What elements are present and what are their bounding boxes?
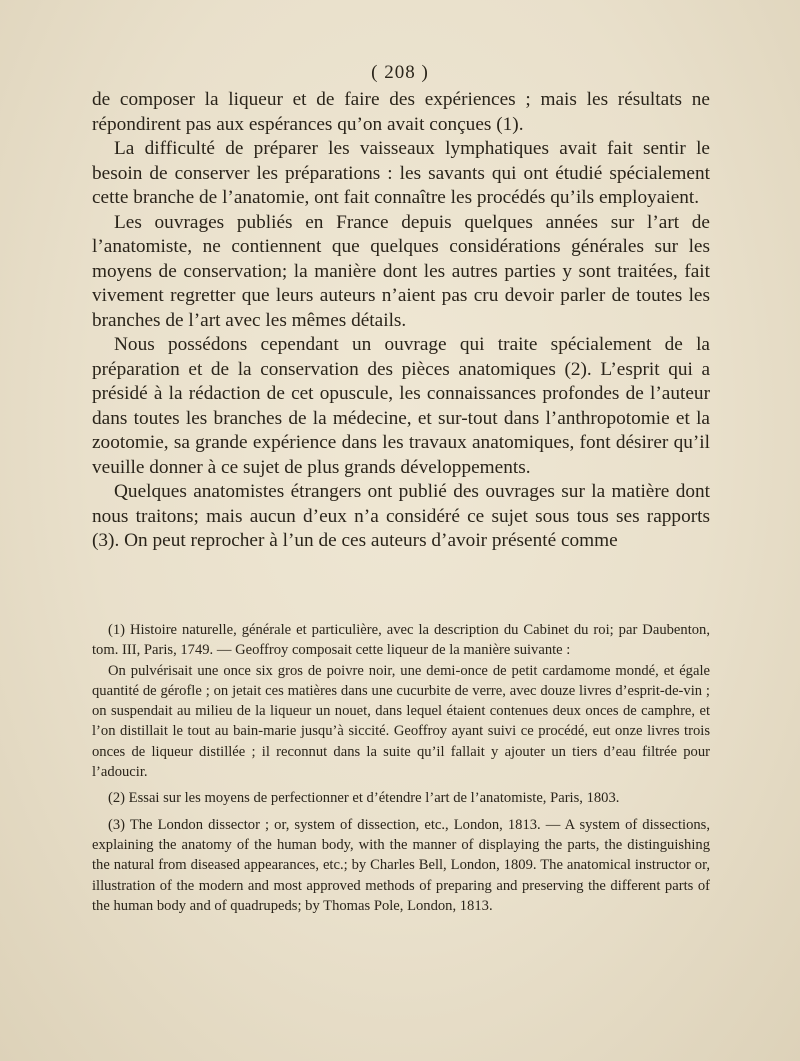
footnote-3: (3) The London dissector ; or, system of dissection, etc., London, 1813. — A system of dissections, explaining the anatomy of the human body, with the manner of displaying the parts, the distinguishing the natural from diseased appearances, etc.; by Charles Bell, London, 1809. The anatomical instructor or, illustration of the modern and most approved methods of preparing and preserving the different parts of the human body and of quadrupeds; by Thomas Pole, London, 1813. — [92, 816, 710, 914]
paragraph: Quelques anatomistes étrangers ont publié des ouvrages sur la matière dont nous traitons; mais aucun d’eux n’a considéré ce sujet sous tous ses rapports (3). On peut reprocher à l’un de ces auteurs d’avoir présenté comme — [92, 481, 710, 551]
footnote-1-continuation: On pulvérisait une once six gros de poivre noir, une demi-once de petit cardamome mondé, et égale quantité de gérofle ; on jetait ces matières dans une cucurbite de verre, avec douze livres d’esprit-de-vin ; on suspendait au milieu de la liqueur un nouet, dans lequel étaient contenues deux onces de camphre, et l’on distillait le tout au bain-marie jusqu’à siccité. Geoffroy ayant suivi ce procédé, eut onze livres trois onces de liqueur distillée ; il reconnut dans la suite qu’il fallait y ajouter un tiers d’eau filtrée pour l’adoucir. — [92, 662, 710, 781]
paragraph: Les ouvrages publiés en France depuis quelques années sur l’art de l’anatomiste, ne contiennent que quelques considérations générales sur les moyens de conservation; la manière dont les autres parties y sont traitées, fait vivement regretter que leurs auteurs n’aient pas cru devoir parler de toutes les branches de l’art avec les mêmes détails. — [92, 211, 710, 331]
footnotes — [92, 620, 710, 922]
footnote-2: (2) Essai sur les moyens de perfectionner et d’étendre l’art de l’anatomiste, Paris, 1803. — [108, 790, 620, 807]
main-text — [92, 88, 710, 554]
paragraph: de composer la liqueur et de faire des expériences ; mais les résultats ne répondirent pas aux espérances qu’on avait conçues (1). — [92, 89, 710, 135]
page-number: ( 208 ) — [371, 62, 429, 83]
paragraph: Nous possédons cependant un ouvrage qui traite spécialement de la préparation et de la conservation des pièces anatomiques (2). L’esprit qui a présidé à la rédaction de cet opuscule, les connaissances profondes de l’auteur dans toutes les branches de la médecine, et sur-tout dans l’anthropotomie et la zootomie, sa grande expérience dans les travaux anatomiques, font désirer qu’il veuille donner à ce sujet de plus grands développements. — [92, 334, 710, 478]
footnote-1: (1) Histoire naturelle, générale et particulière, avec la description du Cabinet du roi; par Daubenton, tom. III, Paris, 1749. — Geoffroy composait cette liqueur de la manière suivante : — [92, 622, 710, 659]
paragraph: La difficulté de préparer les vaisseaux lymphatiques avait fait sentir le besoin de conserver les préparations : les savants qui ont étudié spécialement cette branche de l’anatomie, ont fait connaître les procédés qu’ils employaient. — [92, 138, 710, 208]
